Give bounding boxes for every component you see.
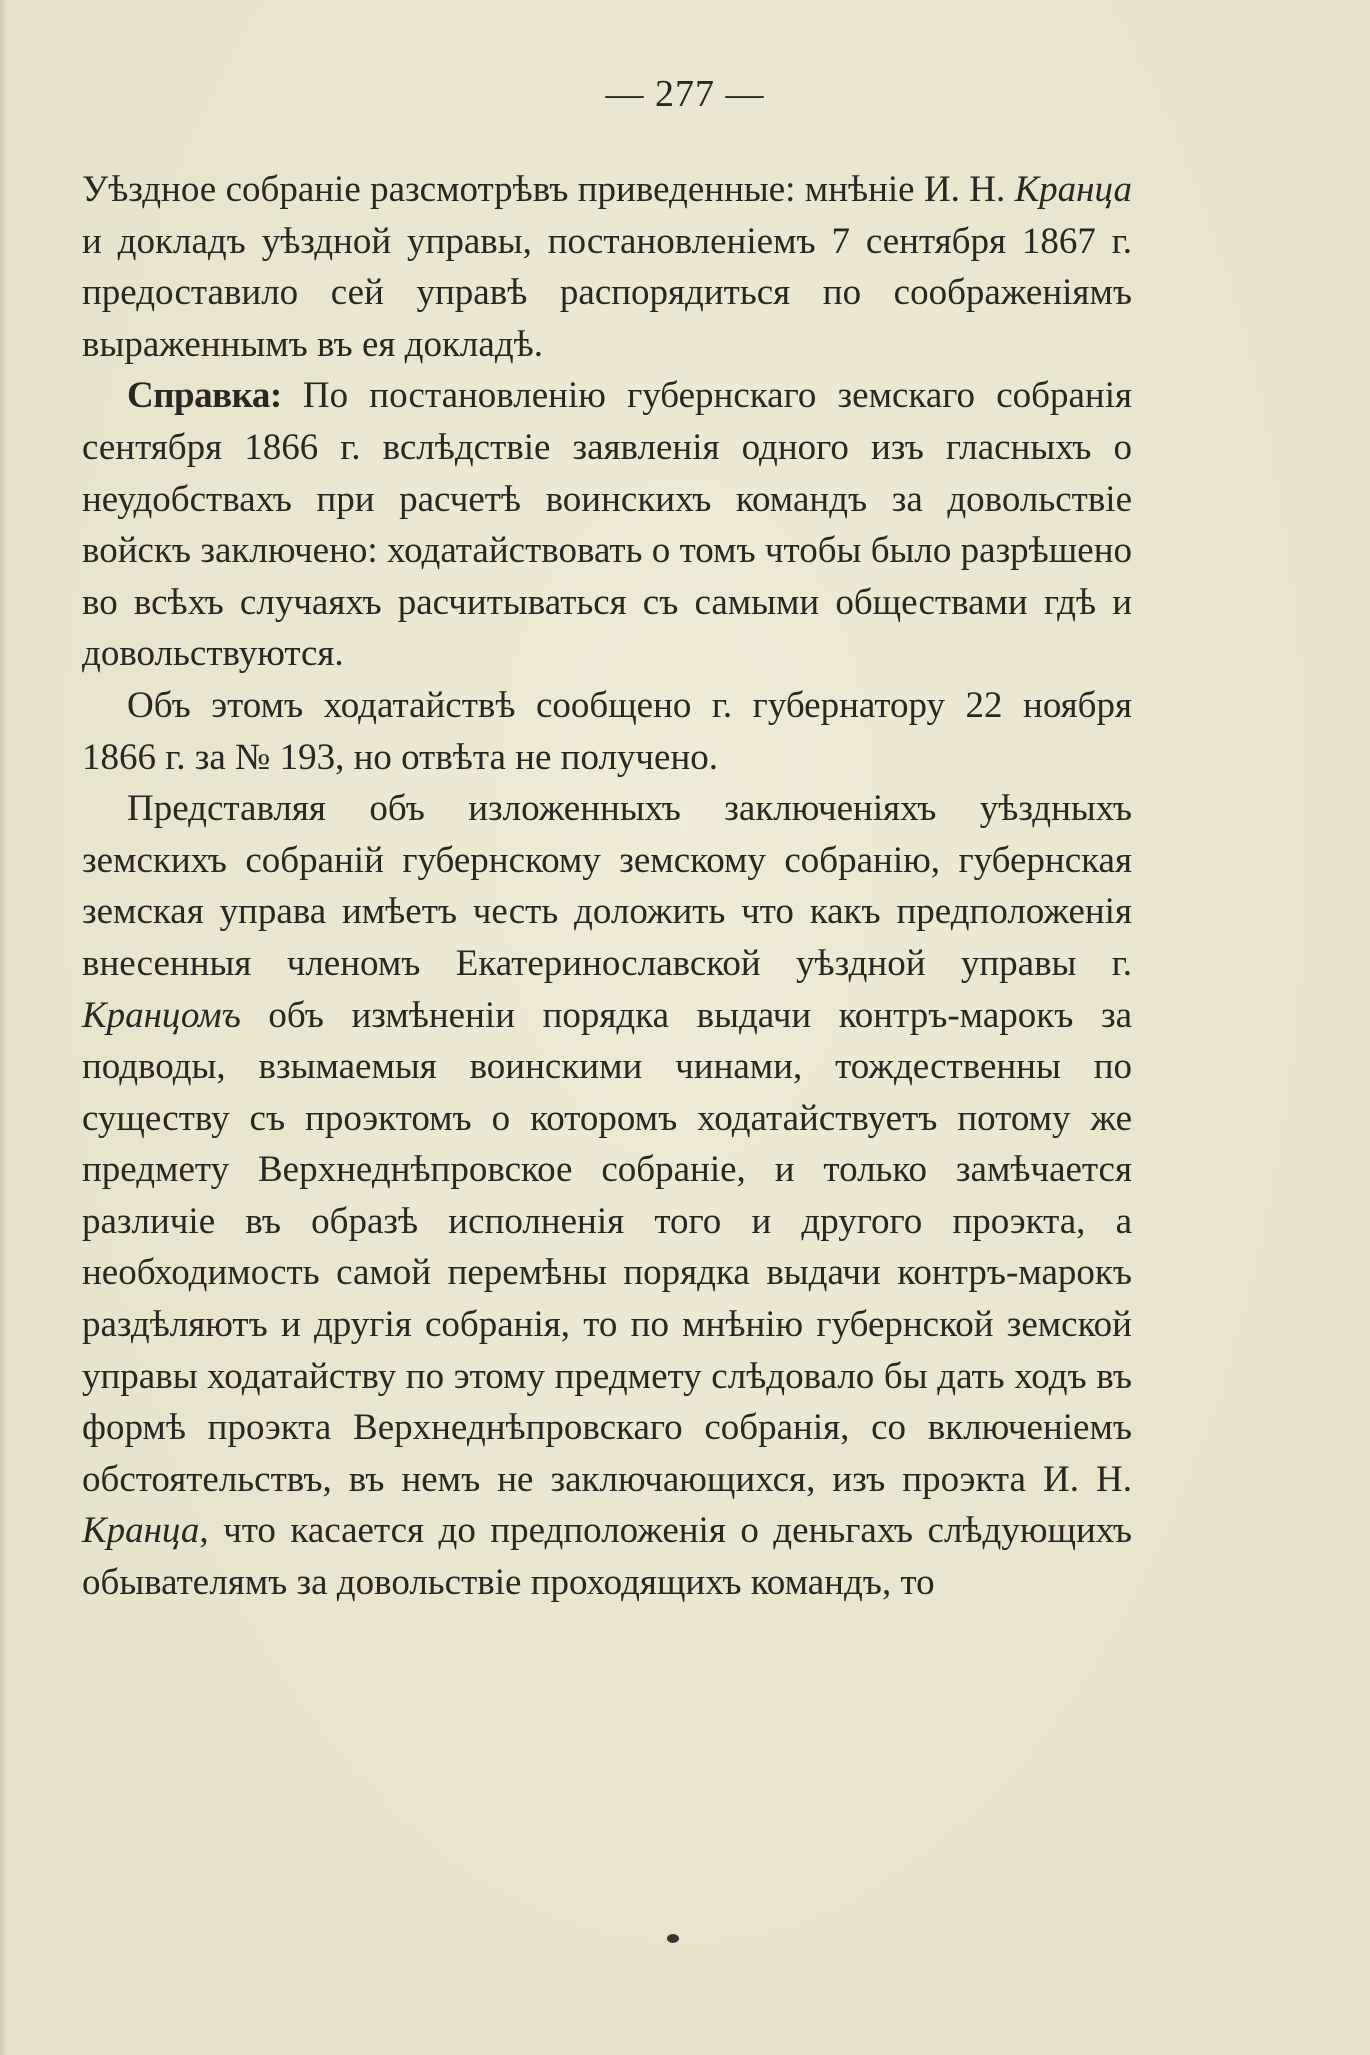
ink-spot [667,1934,679,1943]
paragraph-spravka [82,370,1132,680]
text-run: Представляя объ изложенныхъ заключеніяхъ уѣздныхъ земскихъ собраній губернскому земскому собранію, губернская земская управа имѣетъ честь доложить что какъ предположенія внесенныя членомъ Екатеринославской уѣздной управы г. [82,788,1132,984]
spravka-label: Справка: [127,375,282,417]
person-name-kranz: Кранца [82,1510,200,1552]
text-run: По постановленію губернскаго земскаго собранія сентября 1866 г. вслѣдствіе заявленія одного изъ гласныхъ о неудобствахъ при расчетѣ воинскихъ командъ за довольствіе войскъ заключено: ходатайствовать о томъ чтобы было разрѣшено во всѣхъ случаяхъ расчитываться съ самыми обществами гдѣ и довольствуются. [82,375,1132,675]
person-name-kranz: Кранцомъ [82,994,241,1036]
person-name-kranz: Кранца [1014,169,1132,210]
text-run: Уѣздное собраніе разсмотрѣвъ приведенные: мнѣніе И. Н. [82,169,1015,210]
text-run: , что касается до предположенія о деньгахъ слѣдующихъ обывателямъ за довольствіе проходящихъ командъ, то [82,1510,1132,1604]
page-number: — 277 — [605,73,765,115]
page-binding-edge [0,0,8,2055]
paragraph-petition-notice [82,680,1132,783]
body-text [82,164,1132,1609]
text-run: и докладъ уѣздной управы, постановленіемъ 7 сентября 1867 г. предоставило сей управѣ распорядиться по соображеніямъ выраженнымъ въ ея докладѣ. [82,220,1132,365]
paragraph-uezd-decision [82,164,1132,370]
paragraph-gubernia-report [82,783,1132,1609]
text-run: Объ этомъ ходатайствѣ сообщено г. губернатору 22 ноября 1866 г. за № 193, но отвѣта не получено. [82,684,1132,778]
text-run: объ измѣненіи порядка выдачи контръ-марокъ за подводы, взымаемыя воинскими чинами, тождественны по существу съ проэктомъ о которомъ ходатайствуетъ потому же предмету Верхнеднѣпровское собраніе, и только замѣчается различіе въ образѣ исполненія того и другого проэкта, а необходимость самой перемѣны порядка выдачи контръ-марокъ раздѣляютъ и другія собранія, то по мнѣнію губернской земской управы ходатайству по этому предмету слѣдовало бы дать ходъ въ формѣ проэкта Верхнеднѣпровскаго собранія, со включеніемъ обстоятельствъ, въ немъ не заключающихся, изъ проэкта И. Н. [82,994,1132,1500]
